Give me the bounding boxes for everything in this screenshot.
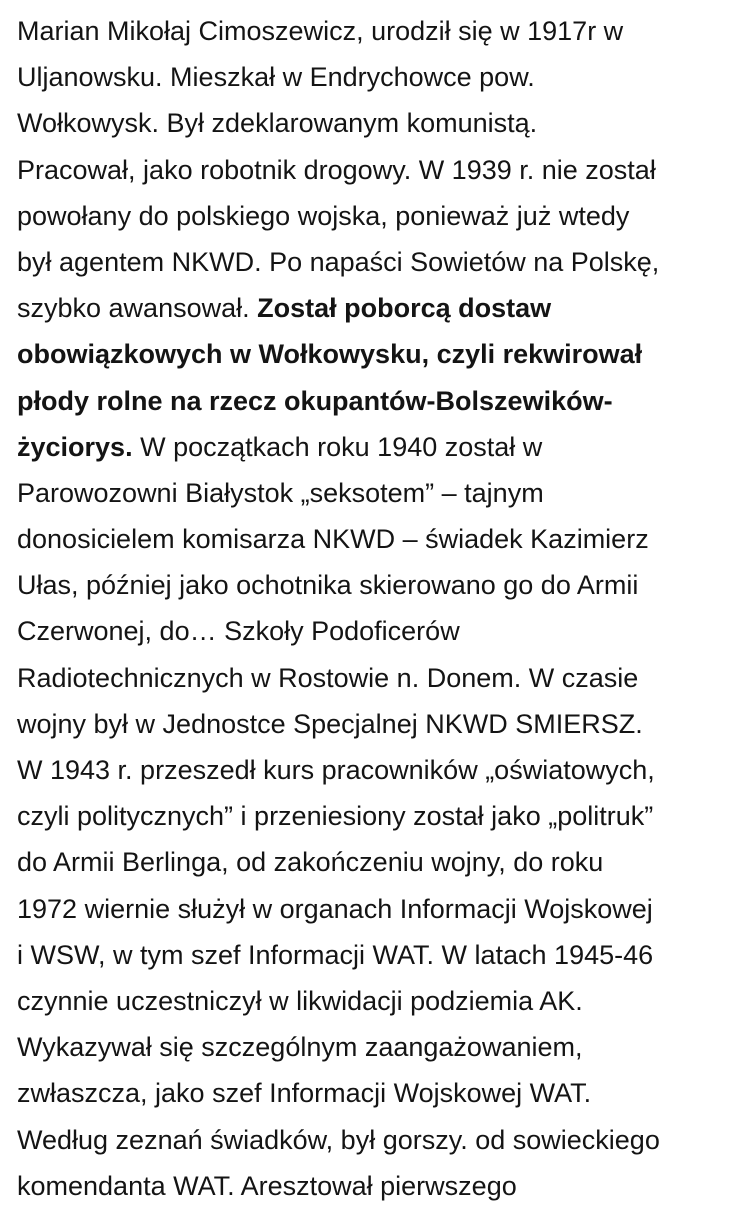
bold-text: płody rolne na rzecz okupantów-Bolszewików- [17, 385, 613, 416]
text-line: do Armii Berlinga, od zakończeniu wojny, do roku [17, 847, 604, 878]
text-line: Parowozowni Białystok „seksotem” – tajnym [17, 477, 544, 508]
text-line-mixed [17, 424, 752, 470]
text-line: powołany do polskiego wojska, ponieważ już wtedy [17, 200, 630, 231]
text-line: komendanta WAT. Aresztował pierwszego [17, 1170, 517, 1201]
text-line: W 1943 r. przeszedł kurs pracowników „oświatowych, [17, 755, 655, 785]
text-line-bold [17, 331, 752, 377]
plain-text: szybko awansował. [17, 293, 258, 324]
text-line: Marian Mikołaj Cimoszewicz, urodził się w 1917r w [17, 16, 624, 46]
text-line: Według zeznań świadków, był gorszy. od sowieckiego [17, 1124, 660, 1155]
article-text [17, 8, 752, 1209]
text-line: czynnie uczestniczył w likwidacji podziemia AK. [17, 985, 583, 1016]
text-line-mixed [17, 285, 752, 331]
text-line: czyli politycznych” i przeniesiony został jako „politruk” [17, 801, 654, 832]
text-line: wojny był w Jednostce Specjalnej NKWD SMIERSZ. [17, 708, 643, 739]
text-line: zwłaszcza, jako szef Informacji Wojskowej WAT. [17, 1078, 592, 1109]
text-line: Radiotechnicznych w Rostowie n. Donem. W czasie [17, 662, 639, 693]
text-line: Wykazywał się szczególnym zaangażowaniem, [17, 1032, 583, 1063]
bold-text: obowiązkowych w Wołkowysku, czyli rekwirował [17, 339, 643, 370]
text-line: Ułas, później jako ochotnika skierowano go do Armii [17, 570, 639, 601]
text-line: donosicielem komisarza NKWD – świadek Kazimierz [17, 524, 649, 555]
text-line: i WSW, w tym szef Informacji WAT. W latach 1945-46 [17, 939, 654, 970]
plain-text: W początkach roku 1940 został w [132, 431, 543, 462]
text-line: Pracował, jako robotnik drogowy. W 1939 r. nie został [17, 154, 656, 185]
text-line: Wołkowysk. Był zdeklarowanym komunistą. [17, 108, 538, 139]
text-line: Uljanowsku. Mieszkał w Endrychowce pow. [17, 62, 535, 93]
bold-text: życiorys. [17, 431, 133, 462]
bold-text: Został poborcą dostaw [257, 293, 552, 324]
text-line: był agentem NKWD. Po napaści Sowietów na Polskę, [17, 246, 660, 277]
text-line: Czerwonej, do… Szkoły Podoficerów [17, 616, 460, 647]
text-line: 1972 wiernie służył w organach Informacji Wojskowej [17, 893, 653, 924]
text-line-bold [17, 378, 752, 424]
